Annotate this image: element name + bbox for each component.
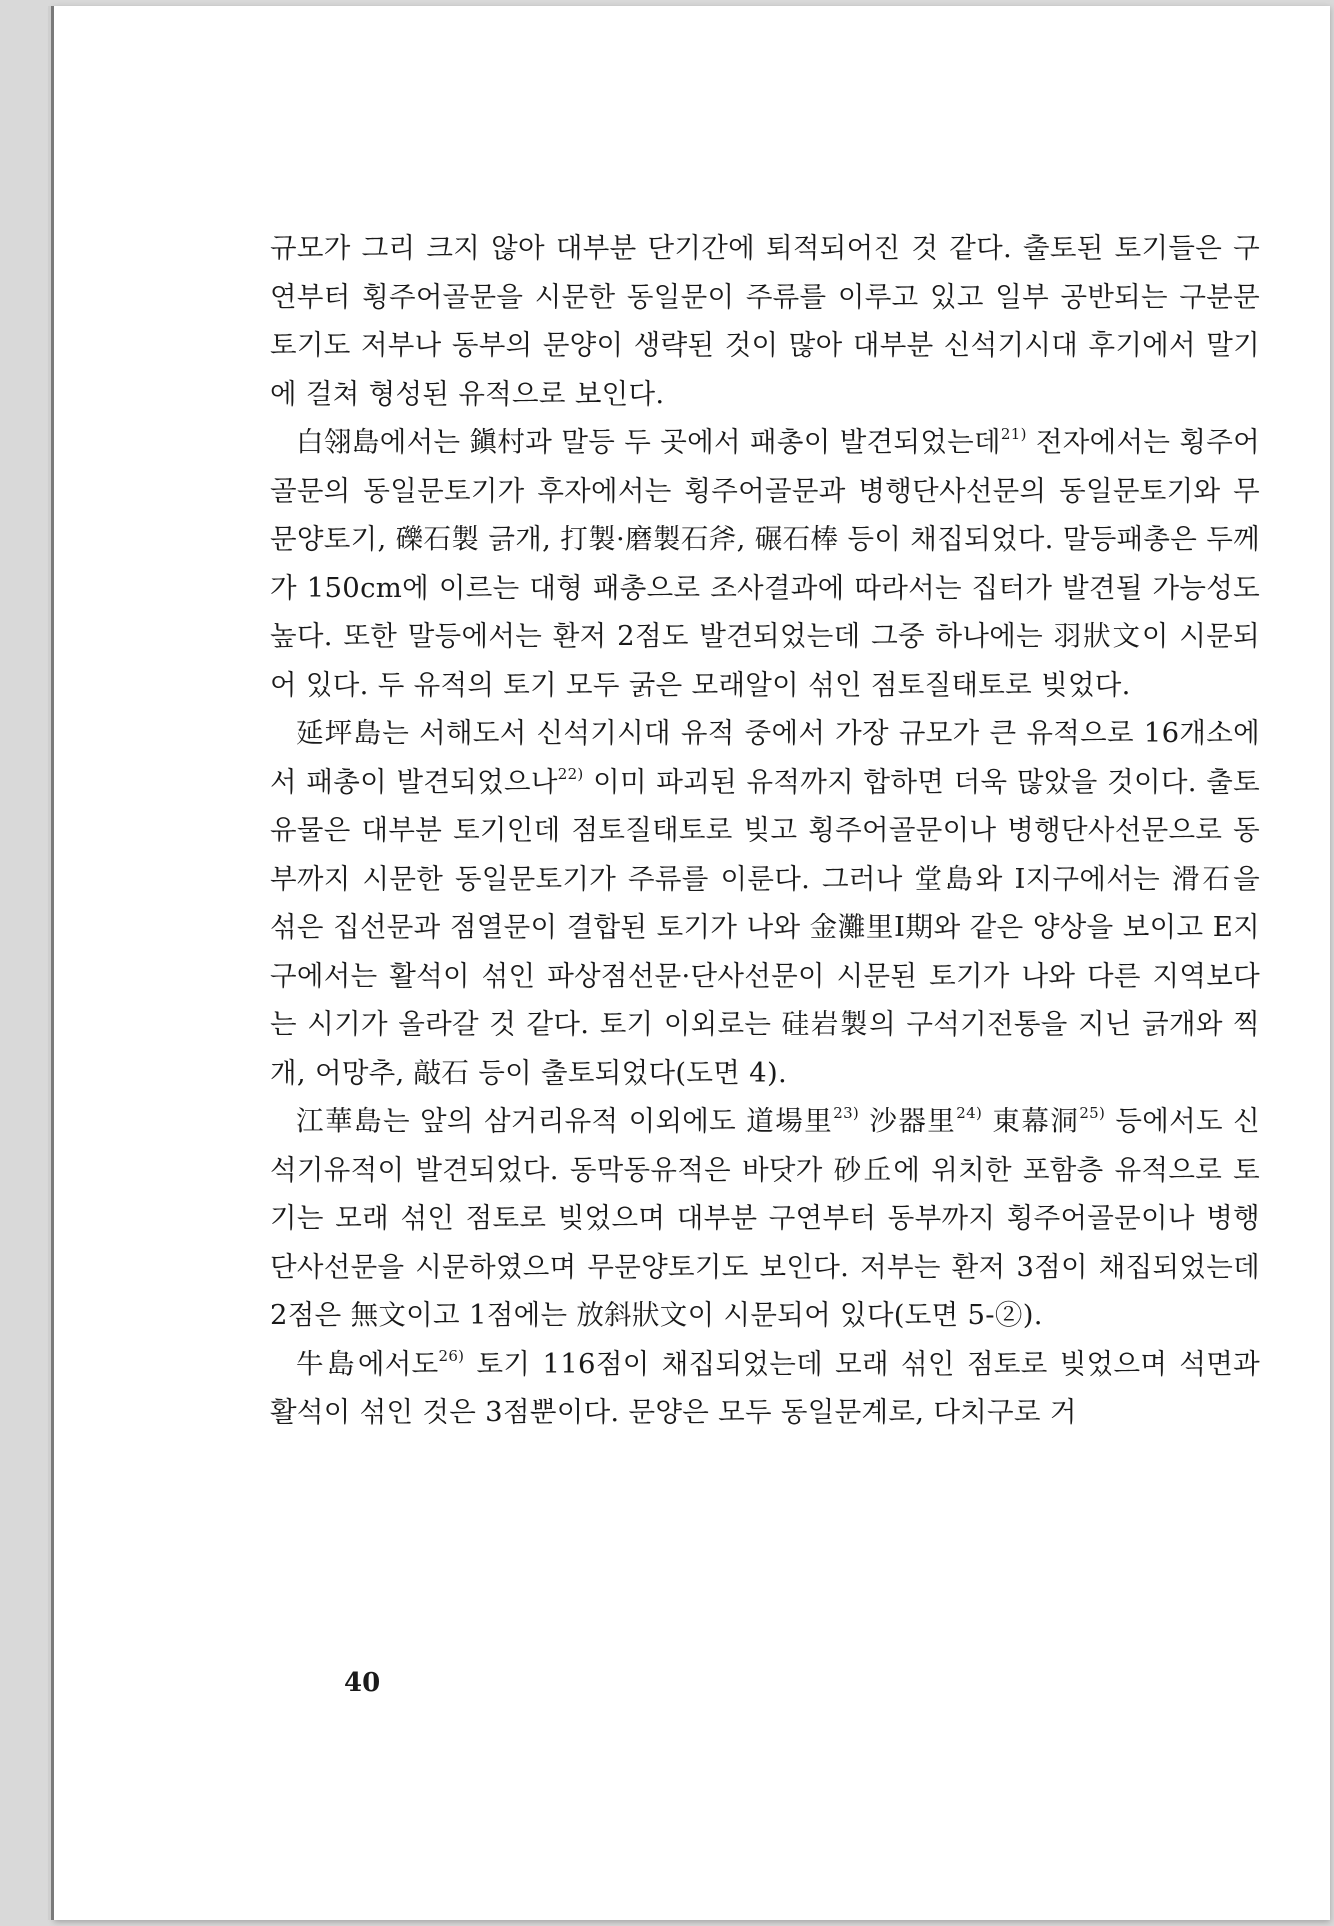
paragraph-text: 沙器里 (859, 1105, 957, 1137)
paragraph-text: 牛島에서도 (296, 1347, 439, 1380)
page-number: 40 (344, 1668, 381, 1698)
paragraph-text: 延坪島는 서해도서 신석기시대 유적 중에서 가장 규모가 큰 유적으로 16개소에서 패총이 발견되었으나 (270, 717, 1260, 798)
book-page (54, 6, 1330, 1920)
paragraph (270, 224, 1260, 418)
paragraph-text: 白翎島에서는 鎭村과 말등 두 곳에서 패총이 발견되었는데 (296, 426, 1001, 458)
paragraph (270, 709, 1260, 1097)
paragraph (270, 1340, 1260, 1437)
paragraph (270, 1097, 1260, 1340)
footnote-ref: 22) (557, 764, 584, 783)
paragraph-text: 東幕洞 (982, 1105, 1080, 1137)
paragraph (270, 418, 1260, 709)
footnote-ref: 24) (956, 1104, 983, 1122)
footnote-ref: 21) (1000, 425, 1027, 443)
footnote-ref: 25) (1079, 1104, 1106, 1122)
body-text (270, 224, 1260, 1437)
paragraph-text: 등에서도 신석기유적이 발견되었다. 동막동유적은 바닷가 砂丘에 위치한 포함층 유적으로 토기는 모래 섞인 점토로 빚었으며 대부분 구연부터 동부까지 횡주어골문이나 병행단사선문을 시문하였으며 무문양토기도 보인다. 저부는 환저 3점이 채집되었는데 2점은 無文이고 1점에는 放斜狀文이 시문되어 있다(도면 5-②). (270, 1105, 1260, 1331)
footnote-ref: 26) (438, 1346, 465, 1365)
paragraph-text: 전자에서는 횡주어골문의 동일문토기가 후자에서는 횡주어골문과 병행단사선문의 동일문토기와 무문양토기, 礫石製 긁개, 打製·磨製石斧, 碾石棒 등이 채집되었다. 말등패총은 두께가 150cm에 이르는 대형 패총으로 조사결과에 따라서는 집터가 발견될 가능성도 높다. 또한 말등에서는 환저 2점도 발견되었는데 그중 하나에는 羽狀文이 시문되어 있다. 두 유적의 토기 모두 굵은 모래알이 섞인 점토질태토로 빚었다. (270, 426, 1260, 701)
page-edge (48, 10, 51, 1916)
footnote-ref: 23) (833, 1104, 860, 1122)
paragraph-text: 이미 파괴된 유적까지 합하면 더욱 많았을 것이다. 출토유물은 대부분 토기인데 점토질태토로 빚고 횡주어골문이나 병행단사선문으로 동부까지 시문한 동일문토기가 주류를 이룬다. 그러나 堂島와 I지구에서는 滑石을 섞은 집선문과 점열문이 결합된 토기가 나와 金灘里I期와 같은 양상을 보이고 E지구에서는 활석이 섞인 파상점선문·단사선문이 시문된 토기가 나와 다른 지역보다는 시기가 올라갈 것 같다. 토기 이외로는 硅岩製의 구석기전통을 지닌 긁개와 찍개, 어망추, 敲石 등이 출토되었다(도면 4). (270, 765, 1261, 1089)
paragraph-text: 토기 116점이 채집되었는데 모래 섞인 점토로 빚었으며 석면과 활석이 섞인 것은 3점뿐이다. 문양은 모두 동일문계로, 다치구로 거 (270, 1347, 1260, 1428)
paragraph-text: 규모가 그리 크지 않아 대부분 단기간에 퇴적되어진 것 같다. 출토된 토기들은 구연부터 횡주어골문을 시문한 동일문이 주류를 이루고 있고 일부 공반되는 구분문토기도 저부나 동부의 문양이 생략된 것이 많아 대부분 신석기시대 후기에서 말기에 걸쳐 형성된 유적으로 보인다. (270, 232, 1260, 410)
paragraph-text: 江華島는 앞의 삼거리유적 이외에도 道場里 (296, 1105, 834, 1137)
